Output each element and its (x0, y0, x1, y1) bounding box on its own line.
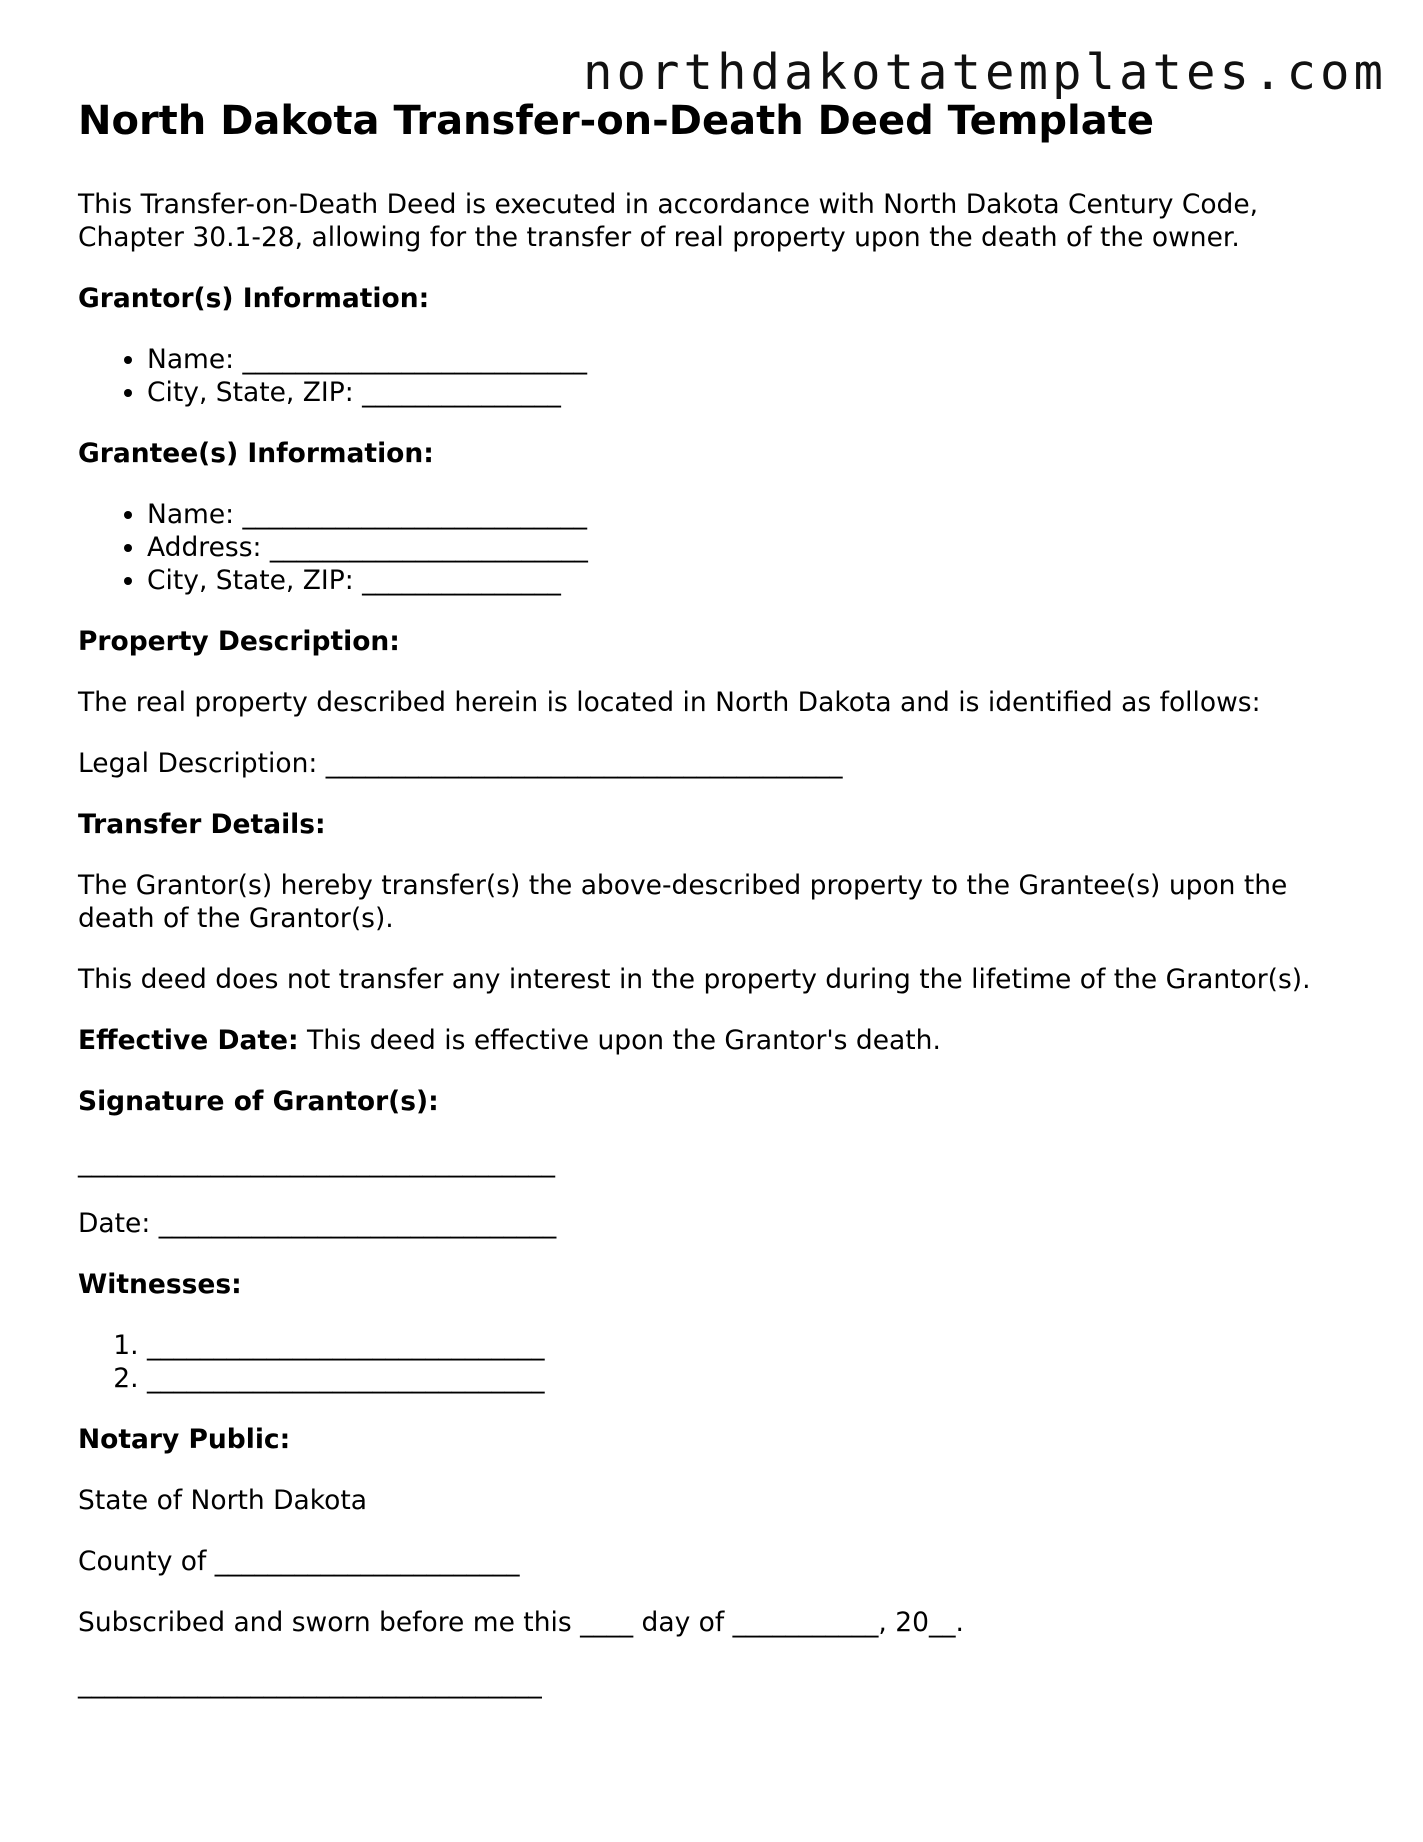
notary-state: State of North Dakota (78, 1485, 367, 1516)
signature-heading: Signature of Grantor(s): (78, 1086, 439, 1117)
transfer-heading: Transfer Details: (78, 809, 326, 840)
signature-date-field: Date: ______________________________ (78, 1208, 557, 1239)
grantee-list (78, 498, 1348, 597)
transfer-paragraph-2: This deed does not transfer any interest in the property during the lifetime of the Grantor(s). (78, 964, 1311, 995)
legal-description-field: Legal Description: _______________________________________ (78, 748, 843, 779)
notary-heading: Notary Public: (78, 1424, 291, 1455)
property-heading: Property Description: (78, 626, 400, 657)
witnesses-heading: Witnesses: (78, 1269, 242, 1300)
notary-signature-line: ___________________________________ (78, 1668, 542, 1699)
notary-sworn-text: Subscribed and sworn before me this ____ day of ___________, 20__. (78, 1607, 964, 1638)
intro-paragraph: This Transfer-on-Death Deed is executed in accordance with North Dakota Century Code, Chapter 30.1-28, allowing for the transfer of real property upon the death of the owner. (78, 189, 1259, 253)
document (78, 94, 1348, 1728)
witness-line-2: 2. ______________________________ (147, 1362, 1348, 1395)
effective-date-text: This deed is effective upon the Grantor's death. (298, 1025, 941, 1056)
grantee-name-field: • Name: __________________________ (147, 498, 1348, 531)
grantor-list (78, 343, 1348, 409)
grantee-city-field: • City, State, ZIP: _______________ (147, 564, 1348, 597)
grantee-address-field: • Address: ________________________ (147, 531, 1348, 564)
effective-date (78, 1024, 1348, 1057)
notary-county-field: County of _______________________ (78, 1546, 520, 1577)
witnesses-list (78, 1329, 1348, 1395)
property-text: The real property described herein is located in North Dakota and is identified as follows: (78, 687, 1261, 718)
transfer-paragraph-1: The Grantor(s) hereby transfer(s) the above-described property to the Grantee(s) upon the death of the Grantor(s). (78, 870, 1288, 934)
grantor-name-field: • Name: __________________________ (147, 343, 1348, 376)
grantor-signature-line: ____________________________________ (78, 1147, 555, 1178)
watermark-text: northdakotatemplates.com (582, 44, 1387, 101)
grantor-heading: Grantor(s) Information: (78, 283, 430, 314)
effective-date-label: Effective Date: (78, 1025, 299, 1056)
witness-line-1: 1. ______________________________ (147, 1329, 1348, 1362)
grantee-heading: Grantee(s) Information: (78, 438, 434, 469)
grantor-city-field: • City, State, ZIP: _______________ (147, 376, 1348, 409)
page-title: North Dakota Transfer-on-Death Deed Template (78, 98, 1154, 144)
